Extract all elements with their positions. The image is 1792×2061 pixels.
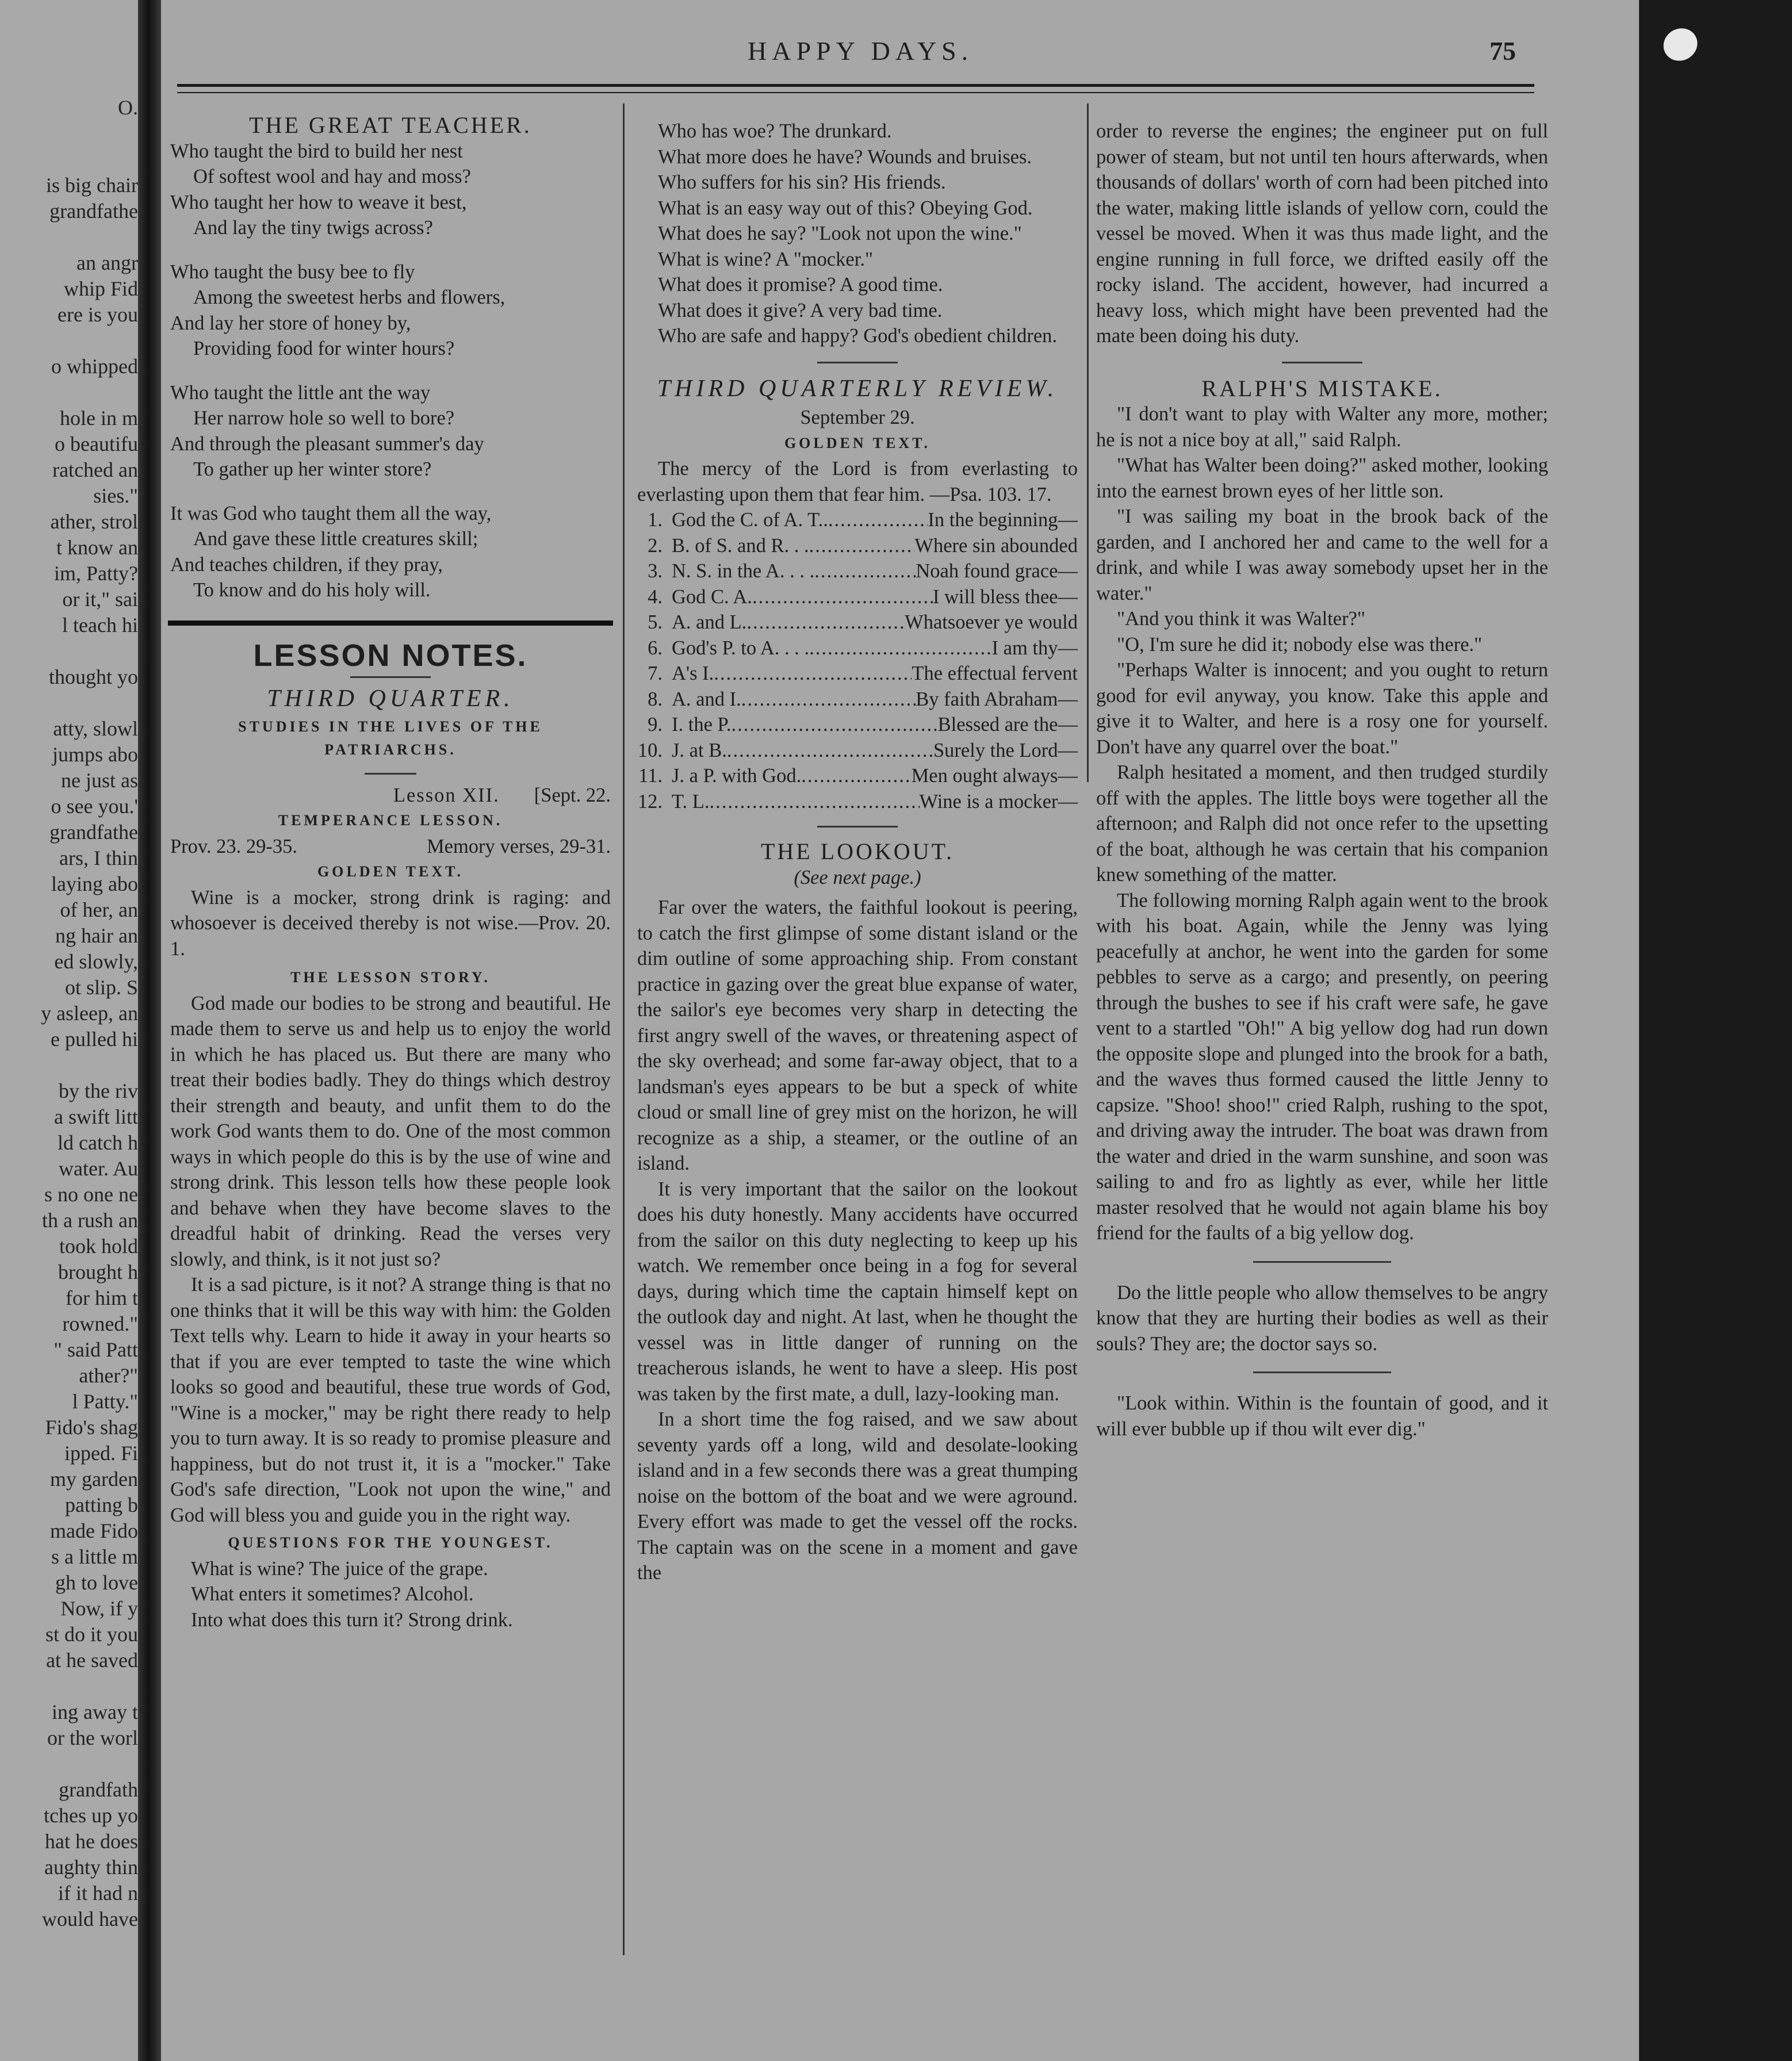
prev-page-line: by the riv <box>59 1079 138 1102</box>
poem-line: And through the pleasant summer's day <box>170 432 484 455</box>
story-paragraph: "What has Walter been doing?" asked mother, looking into the earnest brown eyes of her little son. <box>1096 454 1548 502</box>
section-rule <box>168 620 613 626</box>
prev-page-line: o whipped <box>51 355 138 378</box>
prev-page-line: an angr <box>76 251 138 274</box>
review-golden-text: By faith Abraham— <box>916 688 1078 710</box>
leader-dots <box>809 533 915 559</box>
studies-heading: STUDIES IN THE LIVES OF THE PATRIARCHS. <box>238 718 543 758</box>
review-topic: A. and I. <box>672 688 741 710</box>
prev-page-line: is big chair <box>46 174 138 197</box>
book-gutter <box>138 0 161 2061</box>
lesson-date: [Sept. 22. <box>534 784 611 806</box>
lesson-notes-heading: LESSON NOTES. <box>253 638 528 673</box>
divider <box>1253 1372 1391 1373</box>
lesson-story-paragraph: God made our bodies to be strong and beautiful. He made them to serve us and help us to enjoy the world in which he has placed us. But there are many who treat their bodies badly. They do things which destroy their strength and beauty, and unfit them to do the work God wants them to do. One of the most common ways in which people do this is by the use of wine and strong drink. This lesson tells how these people look and behave when they have become slaves to the dreadful habit of drinking. Read the verses very slowly, and think, is it not just so? <box>170 992 611 1270</box>
reference-line <box>170 834 611 860</box>
header-rule <box>177 84 1534 87</box>
review-golden-text: Surely the Lord— <box>933 739 1078 761</box>
column-1 <box>170 113 611 1633</box>
prev-page-line: jumps abo <box>52 743 138 766</box>
prev-page-line: ratched an <box>52 458 138 481</box>
poem-line: And teaches children, if they pray, <box>170 553 443 576</box>
poem-line: To know and do his holy will. <box>193 579 431 601</box>
leader-dots <box>809 635 991 661</box>
prev-page-line: thought yo <box>48 665 138 688</box>
poem-line: And gave these little creatures skill; <box>193 528 478 550</box>
prev-page-line: l Patty." <box>72 1390 138 1413</box>
prev-page-line: " said Patt <box>53 1338 138 1361</box>
column-separator <box>623 104 625 1955</box>
golden-text: The mercy of the Lord is from everlasting to everlasting upon them that fear him. —Psa. 103. 17. <box>637 458 1078 505</box>
lookout-title: THE LOOKOUT. <box>760 838 955 864</box>
prev-page-line: would have <box>42 1907 138 1930</box>
review-golden-text: The effectual fervent <box>912 662 1078 684</box>
leader-dots <box>709 789 919 815</box>
review-list <box>637 507 1078 814</box>
prev-page-line: my garden <box>50 1468 138 1491</box>
review-topic: God the C. of A. T.. <box>672 509 828 531</box>
prev-page-line: s no one ne <box>44 1183 138 1206</box>
lesson-story-paragraph: It is a sad picture, is it not? A strange thing is that no one thinks that it will be this way with him: the Golden Text tells why. Learn to hide it away in your hearts so that if you are ever tempted to taste the wine which looks so good and beautiful, these true words of God, "Wine is a mocker," may be right there ready to help you to turn away. It is so ready to promise pleasure and happiness, but do not trust it, it is a "mocker." Take God's safe direction, "Look not upon the wine," and God will bless you and guide you in the right way. <box>170 1274 611 1526</box>
prev-page-line: ing away t <box>52 1700 138 1723</box>
review-date: September 29. <box>800 407 915 428</box>
qa-line: What does it give? A very bad time. <box>658 299 943 321</box>
poem-line: Who taught the bird to build her nest <box>170 140 463 162</box>
review-item <box>637 763 1078 789</box>
prev-page-line: at he saved <box>46 1649 138 1672</box>
page-background-edge <box>1639 0 1792 2061</box>
ralph-title: RALPH'S MISTAKE. <box>1201 375 1443 401</box>
review-golden-text: Wine is a mocker— <box>919 790 1078 813</box>
leader-dots <box>752 584 933 610</box>
column-3 <box>1096 118 1548 1442</box>
prev-page-line: th a rush an <box>42 1209 138 1232</box>
golden-text: Wine is a mocker, strong drink is raging: and whosoever is deceived thereby is not wise.—Prov. 20. 1. <box>170 886 611 960</box>
review-topic: N. S. in the A. . . . <box>672 560 815 582</box>
question: What is wine? The juice of the grape. <box>191 1557 488 1580</box>
qa-line: What does it promise? A good time. <box>658 274 943 296</box>
quote-paragraph: "Look within. Within is the fountain of good, and it will ever bubble up if thou wilt ever dig." <box>1096 1392 1548 1440</box>
review-number: 8. <box>648 688 663 710</box>
qa-line: What is an easy way out of this? Obeying God. <box>658 197 1033 219</box>
prev-page-line: water. Au <box>59 1157 138 1180</box>
prev-page-line: brought h <box>58 1261 138 1284</box>
prev-page-line: ipped. Fi <box>64 1442 138 1465</box>
review-topic: B. of S. and R. . . <box>672 534 809 557</box>
review-number: 6. <box>648 637 663 659</box>
prev-page-line: y asleep, an <box>41 1002 138 1025</box>
prev-page-line: Now, if y <box>60 1597 138 1620</box>
poem-line: Who taught the busy bee to fly <box>170 261 415 283</box>
prev-page-line: gh to love <box>55 1571 138 1594</box>
leader-dots <box>714 661 912 687</box>
prev-page-line: st do it you <box>45 1623 138 1646</box>
story-paragraph: "O, I'm sure he did it; nobody else was there." <box>1117 633 1483 656</box>
review-topic: God C. A. <box>672 585 752 608</box>
column-2 <box>637 118 1078 1586</box>
story-paragraph: Ralph hesitated a moment, and then trudged sturdily off with the apples. The little boys were together all the afternoon; and Ralph did not once refer to the upsetting of the boat, although he was certain that his companion knew something of the matter. <box>1096 761 1548 886</box>
qa-line: Who are safe and happy? God's obedient children. <box>658 325 1058 347</box>
qa-line: What more does he have? Wounds and bruises. <box>658 145 1032 168</box>
review-number: 9. <box>648 714 663 735</box>
lookout-continued: order to reverse the engines; the engineer put on full power of steam, but not until ten hours afterwards, when thousands of dollars' worth of corn had been pitched into the water, making little islands of yellow corn, could the vessel be moved. When it was thus made light, and the engine running in full force, we drifted easily off the rocky island. The accident, however, had incurred a heavy loss, which might have been prevented had the mate been doing his duty. <box>1096 120 1548 347</box>
prev-page-line: or it," sai <box>62 588 138 611</box>
review-item <box>637 584 1078 610</box>
prev-page-line: a swift litt <box>54 1105 138 1128</box>
review-item <box>637 738 1078 764</box>
previous-page-edge <box>0 0 138 2061</box>
review-topic: A. and L. <box>672 611 747 633</box>
review-golden-text: Where sin abounded <box>914 534 1078 557</box>
review-topic: J. at B. <box>672 739 727 761</box>
qa-line: Who suffers for his sin? His friends. <box>658 171 946 193</box>
review-topic: J. a P. with God. <box>672 765 802 787</box>
story-paragraph: "I don't want to play with Walter any more, mother; he is not a nice boy at all," said Ralph. <box>1096 403 1548 451</box>
prev-page-line: s a little m <box>51 1545 138 1568</box>
poem-line: It was God who taught them all the way, <box>170 502 492 524</box>
divider <box>365 773 416 775</box>
prev-page-line: ne just as <box>61 769 138 792</box>
memory-verses: Memory verses, 29-31. <box>426 835 611 857</box>
review-number: 7. <box>648 662 663 684</box>
prev-page-line: atty, slowl <box>53 717 138 740</box>
prev-page-line: of her, an <box>60 898 138 921</box>
divider <box>817 826 898 828</box>
prev-page-line: or the worl <box>47 1726 138 1749</box>
review-number: 5. <box>648 611 663 633</box>
leader-dots <box>814 558 916 584</box>
qa-line: Who has woe? The drunkard. <box>658 120 892 142</box>
review-item <box>637 687 1078 712</box>
prev-page-line: sies." <box>93 484 138 507</box>
poem-line: Who taught the little ant the way <box>170 381 431 404</box>
prev-page-line: ather, strol <box>50 510 138 533</box>
prev-page-line: aughty thin <box>44 1856 138 1879</box>
prev-page-line: whip Fid <box>63 277 138 300</box>
leader-dots <box>828 507 928 533</box>
poem-stanza <box>170 380 611 482</box>
review-golden-text: Whatsoever ye would <box>905 611 1078 633</box>
poem-line: Among the sweetest herbs and flowers, <box>193 286 506 308</box>
poem-title: THE GREAT TEACHER. <box>249 112 532 138</box>
prev-page-line: laying abo <box>51 872 138 895</box>
review-number: 11. <box>638 765 663 787</box>
prev-page-line: tches up yo <box>44 1804 138 1827</box>
poem-stanza <box>170 259 611 362</box>
prev-page-line: hole in m <box>60 407 138 430</box>
review-item <box>637 533 1078 559</box>
question: Into what does this turn it? Strong drink. <box>191 1608 513 1631</box>
review-golden-text: Men ought always— <box>911 765 1078 787</box>
review-title: THIRD QUARTERLY REVIEW. <box>657 375 1058 402</box>
lookout-note: (See next page.) <box>794 866 921 888</box>
prev-page-line: ere is you <box>58 303 138 326</box>
prev-page-line: took hold <box>59 1235 138 1258</box>
prev-page-line: for him t <box>66 1286 138 1309</box>
review-golden-text: Noah found grace— <box>916 560 1078 582</box>
poem-stanza <box>170 501 611 603</box>
poem-line: And lay her store of honey by, <box>170 312 411 334</box>
prev-page-line: t know an <box>56 536 138 559</box>
review-topic: I. the P. <box>672 714 732 735</box>
running-header: HAPPY DAYS. <box>748 36 974 66</box>
prev-page-line: if it had n <box>58 1882 138 1905</box>
prev-page-line: e pulled hi <box>51 1028 138 1051</box>
question: What enters it sometimes? Alcohol. <box>191 1583 474 1605</box>
prev-page-line: hat he does <box>45 1830 138 1853</box>
story-paragraph: The following morning Ralph again went to the brook with his boat. Again, while the Jenny was lying peacefully at anchor, he went into the garden for some pebbles to serve as a cargo; and presently, on peering through the bushes to see if his craft were safe, he gave vent to a startled "Oh!" A big yellow dog had run down the opposite slope and plunged into the brook for a bath, and the waves thus formed caused the little Jenny to capsize. "Shoo! shoo!" cried Ralph, rushing to the spot, and driving away the intruder. The boat was drawn from the water and dried in the warm sunshine, and soon was sailing to and fro as lightly as ever, while her little master resolved that he would not again blame his boy friend for the faults of a big yellow dog. <box>1096 889 1548 1244</box>
lesson-line <box>170 783 611 809</box>
story-paragraph: "Perhaps Walter is innocent; and you ought to return good for evil anyway, you know. Take this apple and give it to Walter, and here is a rosy one for yourself. Don't have any quarrel over the boat." <box>1096 659 1548 758</box>
lesson-story-label: THE LESSON STORY. <box>290 969 491 986</box>
review-topic: T. L. <box>672 790 710 813</box>
golden-text-label: GOLDEN TEXT. <box>317 863 464 880</box>
golden-text-label: GOLDEN TEXT. <box>784 434 931 451</box>
prev-page-line: ed slowly, <box>54 950 138 973</box>
questions-label: QUESTIONS FOR THE YOUNGEST. <box>228 1534 553 1551</box>
quarter-heading: THIRD QUARTER. <box>267 685 514 712</box>
poem-line: And lay the tiny twigs across? <box>193 217 433 239</box>
prev-page-line: grandfath <box>59 1778 138 1801</box>
review-golden-text: I will bless thee— <box>933 585 1078 608</box>
review-item <box>637 558 1078 584</box>
qa-line: What is wine? A "mocker." <box>658 248 874 270</box>
review-item <box>637 635 1078 661</box>
review-golden-text: In the beginning— <box>928 509 1078 531</box>
review-number: 12. <box>637 790 663 813</box>
review-topic: A's I. <box>672 662 714 684</box>
prev-page-line: ot slip. S <box>64 976 138 999</box>
prev-page-line: o beautifu <box>55 432 138 455</box>
leader-dots <box>732 712 938 738</box>
prev-page-line: grandfathe <box>49 821 138 844</box>
leader-dots <box>801 763 911 789</box>
lesson-number: Lesson XII. <box>393 784 500 806</box>
review-golden-text: I am thy— <box>991 637 1078 659</box>
divider <box>817 362 898 363</box>
review-item <box>637 789 1078 815</box>
lookout-paragraph: Far over the waters, the faithful lookout is peering, to catch the first glimpse of some distant island or the dim outline of some approaching ship. From constant practice in gazing over the great blue expanse of water, the sailor's eye becomes very sharp in detecting the first angry swell of the waves, or threatening aspect of the sky overhead; and some far-away object, that to a landsman's eyes appears to be but a speck of white cloud or small line of grey mist on the horizon, he will recognize as a ship, a steamer, or the outline of an island. <box>637 897 1078 1174</box>
review-number: 4. <box>648 585 663 608</box>
review-number: 3. <box>648 560 663 582</box>
poem-stanza <box>170 139 611 241</box>
note-paragraph: Do the little people who allow themselves to be angry know that they are hurting their bodies as well as their souls? They are; the doctor says so. <box>1096 1281 1548 1355</box>
review-golden-text: Blessed are the— <box>937 714 1078 735</box>
poem-line: Of softest wool and hay and moss? <box>193 166 471 187</box>
review-item <box>637 712 1078 738</box>
prev-page-line: o see you.' <box>51 795 138 818</box>
review-number: 10. <box>637 739 663 761</box>
temperance-label: TEMPERANCE LESSON. <box>278 812 503 829</box>
poem-line: Her narrow hole so well to bore? <box>193 407 455 429</box>
poem-line: Providing food for winter hours? <box>193 338 455 359</box>
lookout-paragraph: In a short time the fog raised, and we saw about seventy yards off a long, wild and desolate-looking island and in a few seconds there was a great thumping noise on the bottom of the boat and we were aground. Every effort was made to get the vessel off the rocks. The captain was on the scene in a moment and gave the <box>637 1408 1078 1584</box>
prev-page-line: grandfathe <box>49 200 138 223</box>
prev-page-line: patting b <box>65 1493 138 1516</box>
poem-line: Who taught her how to weave it best, <box>170 191 467 213</box>
review-item <box>637 610 1078 635</box>
review-number: 2. <box>648 534 663 557</box>
prev-page-line: rowned." <box>62 1312 138 1335</box>
story-paragraph: "I was sailing my boat in the brook back of the garden, and I anchored her and came to the well for a drink, and while I was away somebody upset her in the water." <box>1096 505 1548 604</box>
prev-page-line: O. <box>118 96 138 119</box>
prev-page-line: ld catch h <box>58 1131 138 1154</box>
prev-page-line: ars, I thin <box>59 846 138 869</box>
divider <box>1282 362 1362 363</box>
review-item <box>637 661 1078 687</box>
story-paragraph: "And you think it was Walter?" <box>1117 608 1365 630</box>
prev-page-line: l teach hi <box>62 614 138 637</box>
divider <box>1253 1261 1391 1263</box>
review-item <box>637 507 1078 533</box>
divider <box>350 676 431 678</box>
header-rule-thin <box>177 92 1534 93</box>
lookout-paragraph: It is very important that the sailor on the lookout does his duty honestly. Many accidents have occurred from the sailor on this duty neglecting to keep up his watch. We remember once being in a fog for several days, during which time the captain himself kept on the outlook day and night. At last, when he thought the vessel was in little danger of running on the treacherous islands, he went to have a sleep. His post was taken by the first mate, a dull, lazy-looking man. <box>637 1178 1078 1405</box>
column-separator <box>1087 104 1089 782</box>
prev-page-line: made Fido <box>50 1519 138 1542</box>
scripture-reference: Prov. 23. 29-35. <box>170 835 298 857</box>
qa-line: What does he say? "Look not upon the wine." <box>658 223 1022 244</box>
prev-page-line: ng hair an <box>55 924 138 947</box>
leader-dots <box>746 610 905 635</box>
prev-page-line: Fido's shag <box>45 1416 138 1439</box>
review-topic: God's P. to A. . . . <box>672 637 810 659</box>
poem-line: To gather up her winter store? <box>193 458 432 480</box>
prev-page-line: im, Patty? <box>54 562 138 585</box>
leader-dots <box>741 687 916 712</box>
review-number: 1. <box>648 509 663 531</box>
prev-page-line: ather?" <box>79 1364 138 1387</box>
page-number: 75 <box>1489 36 1516 66</box>
leader-dots <box>727 738 933 764</box>
